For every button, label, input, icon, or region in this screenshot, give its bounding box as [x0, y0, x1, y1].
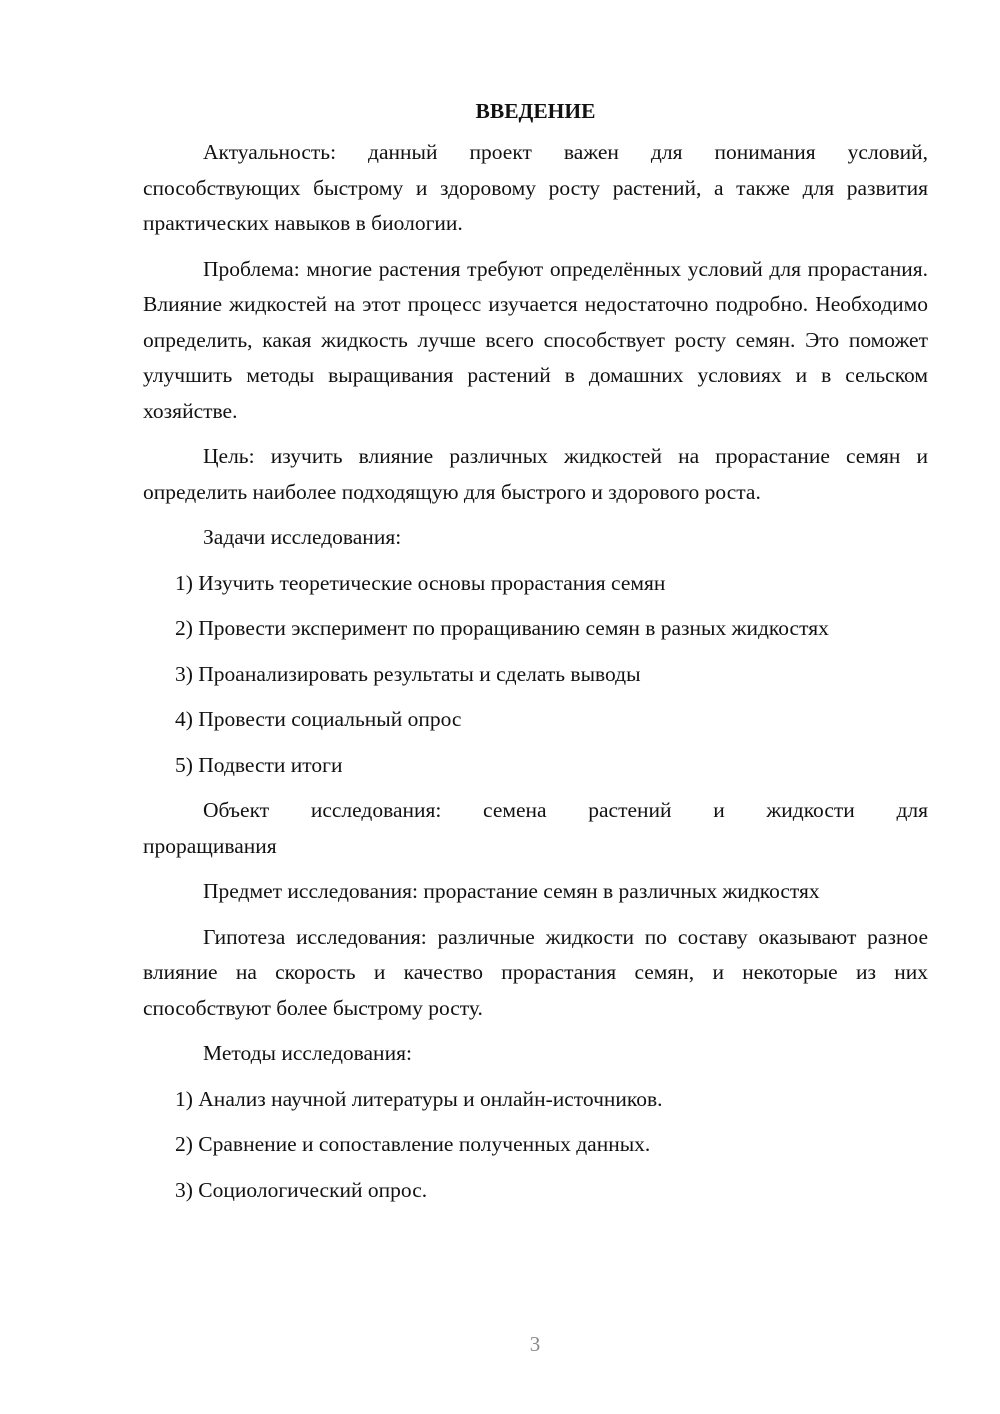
methods-list	[143, 1082, 928, 1209]
tasks-list	[143, 566, 928, 784]
object-paragraph-line1: Объект исследования: семена растений и жидкости для	[203, 798, 928, 822]
section-title: ВВЕДЕНИЕ	[475, 99, 596, 123]
task-item: 2) Провести эксперимент по проращиванию семян в разных жидкостях	[175, 616, 829, 640]
subject-paragraph: Предмет исследования: прорастание семян в различных жидкостях	[203, 879, 820, 903]
methods-heading: Методы исследования:	[203, 1041, 412, 1065]
page-number: 3	[529, 1332, 541, 1356]
hypothesis-paragraph: Гипотеза исследования: различные жидкости по составу оказывают разное влияние на скорость и качество прорастания семян, и некоторые из них способствуют более быстрому росту.	[143, 924, 928, 1020]
problem-paragraph: Проблема: многие растения требуют определённых условий для прорастания. Влияние жидкостей на этот процесс изучается недостаточно подробно. Необходимо определить, какая жидкость лучше всего способствует росту семян. Это поможет улучшить методы выращивания растений в домашних условиях и в сельском хозяйстве.	[143, 256, 928, 423]
document-page	[143, 96, 928, 1218]
goal-paragraph: Цель: изучить влияние различных жидкостей на прорастание семян и определить наиболее подходящую для быстрого и здорового роста.	[143, 444, 928, 504]
task-item: 5) Подвести итоги	[175, 752, 343, 777]
task-item: 3) Проанализировать результаты и сделать выводы	[175, 661, 641, 686]
method-item: 1) Анализ научной литературы и онлайн-источников.	[175, 1086, 663, 1111]
object-paragraph-line2: проращивания	[143, 833, 277, 858]
relevance-paragraph: Актуальность: данный проект важен для понимания условий, способствующих быстрому и здоровому росту растений, а также для развития практических навыков в биологии.	[143, 140, 928, 235]
method-item: 3) Социологический опрос.	[175, 1177, 428, 1202]
method-item: 2) Сравнение и сопоставление полученных данных.	[175, 1132, 651, 1156]
tasks-heading: Задачи исследования:	[203, 525, 402, 549]
task-item: 1) Изучить теоретические основы прорастания семян	[175, 570, 666, 595]
task-item: 4) Провести социальный опрос	[175, 707, 462, 731]
